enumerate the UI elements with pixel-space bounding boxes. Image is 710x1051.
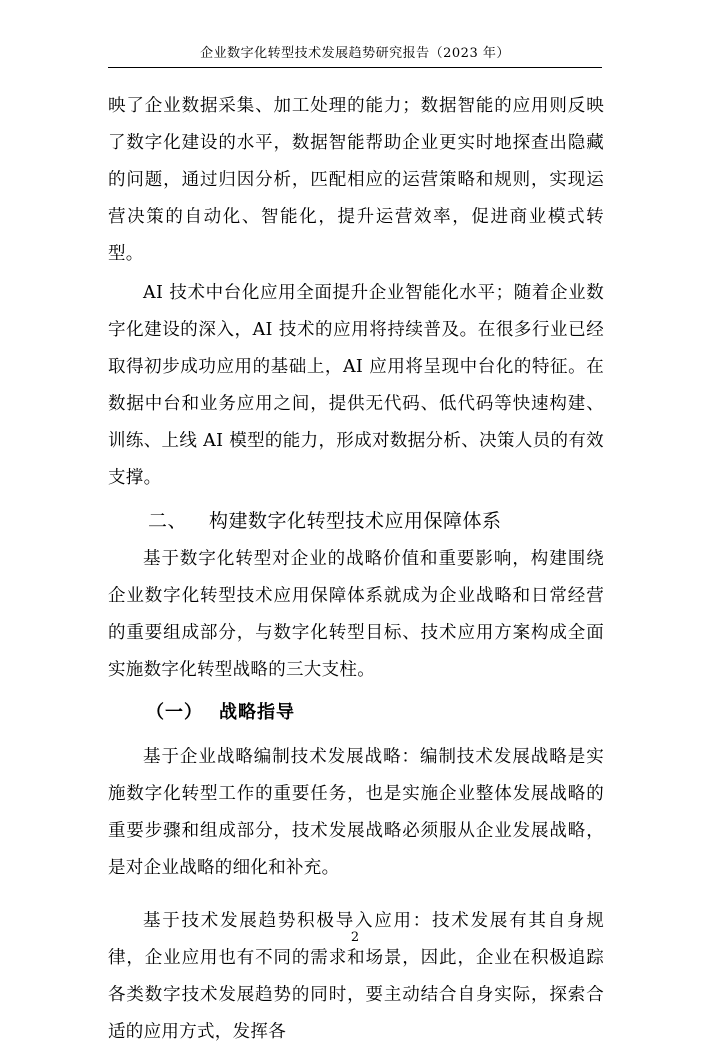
section-number: 二、 — [148, 510, 188, 532]
subsection-number: （一） — [146, 702, 203, 723]
paragraph-4: 基于企业战略编制技术发展战略：编制技术发展战略是实施数字化转型工作的重要任务，也是实施企业整体发展战略的重要步骤和组成部分，技术发展战略必须服从企业发展战略，是对企业战略的细化和补充。 — [108, 747, 604, 878]
paragraph-5: 基于技术发展趋势积极导入应用：技术发展有其自身规律，企业应用也有不同的需求和场景，因此，企业在积极追踪各类数字技术发展趋势的同时，要主动结合自身实际，探索合适的应用方式，发挥各 — [108, 911, 604, 1042]
page-body — [108, 88, 604, 1051]
section-title: 构建数字化转型技术应用保障体系 — [209, 510, 502, 532]
section-heading — [108, 501, 604, 541]
paragraph-2: AI 技术中台化应用全面提升企业智能化水平；随着企业数字化建设的深入，AI 技术的应用将持续普及。在很多行业已经取得初步成功应用的基础上，AI 应用将呈现中台化的特征。在数据中台和业务应用之间，提供无代码、低代码等快速构建、训练、上线 AI 模型的能力，形成对数据分析、决策人员的有效支撑。 — [108, 283, 604, 488]
header-title: 企业数字化转型技术发展趋势研究报告（2023 年） — [200, 46, 510, 61]
subsection-heading — [108, 693, 604, 733]
paragraph-3: 基于数字化转型对企业的战略价值和重要影响，构建围绕企业数字化转型技术应用保障体系就成为企业战略和日常经营的重要组成部分，与数字化转型目标、技术应用方案构成全面实施数字化转型战略的三大支柱。 — [108, 549, 604, 680]
page-header — [108, 42, 602, 68]
paragraph-1: 映了企业数据采集、加工处理的能力；数据智能的应用则反映了数字化建设的水平，数据智能帮助企业更实时地探查出隐藏的问题，通过归因分析，匹配相应的运营策略和规则，实现运营决策的自动化、智能化，提升运营效率，促进商业模式转型。 — [108, 96, 604, 264]
subsection-title: 战略指导 — [219, 702, 295, 723]
page-number: 2 — [350, 930, 360, 945]
